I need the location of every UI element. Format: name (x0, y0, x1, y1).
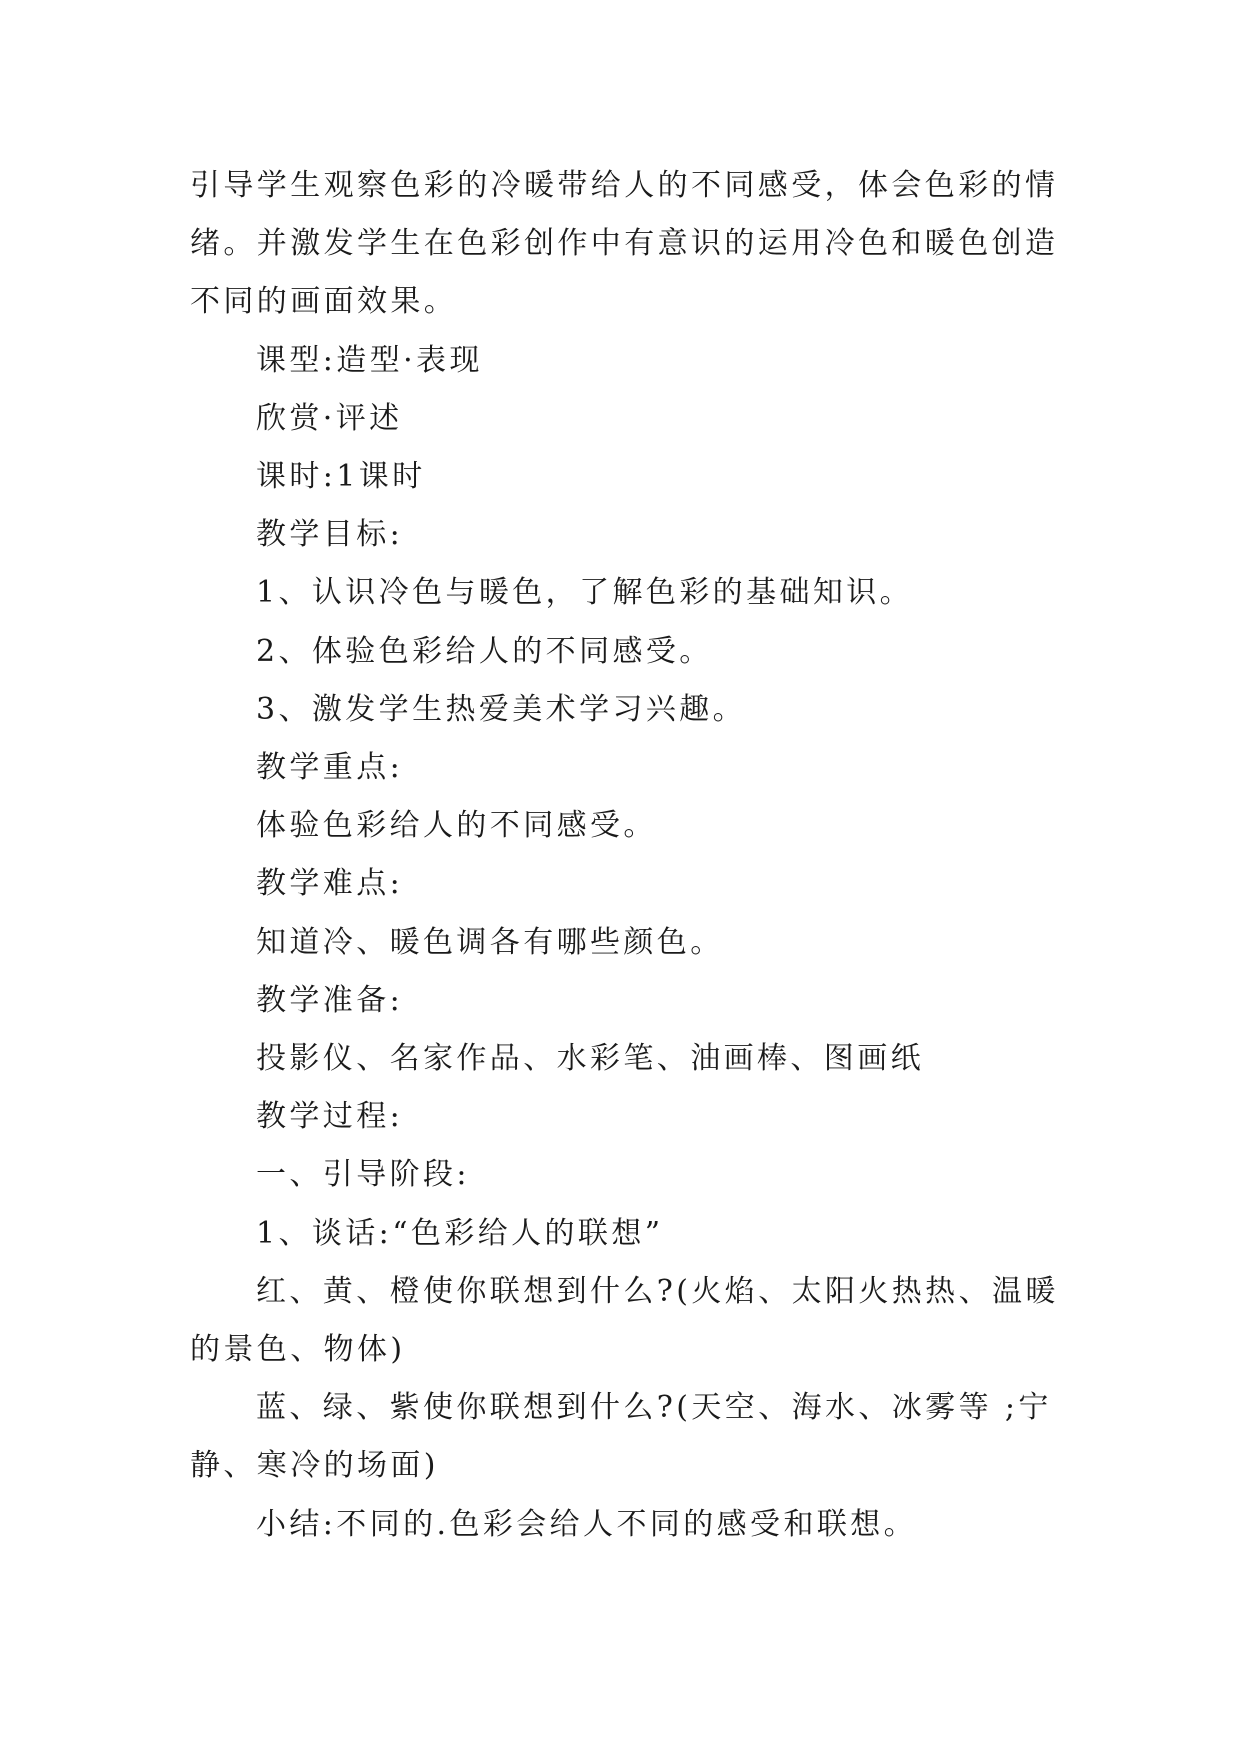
preparation-text: 投影仪、名家作品、水彩笔、油画棒、图画纸 (256, 1041, 924, 1077)
goal-item-2: 2、体验色彩给人的不同感受。 (256, 633, 713, 669)
paragraph-intro: 引导学生观察色彩的冷暖带给人的不同感受，体会色彩的情绪。并激发学生在色彩创作中有意识的运用冷色和暖色创造不同的画面效果。 (190, 168, 1059, 320)
key-points-text: 体验色彩给人的不同感受。 (256, 808, 657, 844)
difficulties-text: 知道冷、暖色调各有哪些颜色。 (256, 924, 724, 960)
heading-preparation: 教学准备: (256, 982, 404, 1018)
warm-colors-question: 红、黄、橙使你联想到什么?(火焰、太阳火热热、温暖的景色、物体) (190, 1273, 1059, 1368)
heading-teaching-goals: 教学目标: (256, 517, 404, 553)
document-body (190, 157, 1060, 1554)
paragraph-lesson-type: 课型:造型·表现 (256, 342, 483, 378)
heading-process: 教学过程: (256, 1099, 404, 1135)
process-step-1: 1、谈话:“色彩给人的联想” (256, 1215, 664, 1251)
goal-item-3: 3、激发学生热爱美术学习兴趣。 (256, 691, 747, 727)
goal-item-1: 1、认识冷色与暖色，了解色彩的基础知识。 (256, 575, 914, 611)
cool-colors-question: 蓝、绿、紫使你联想到什么?(天空、海水、冰雾等 ;宁静、寒冷的场面) (190, 1390, 1052, 1484)
paragraph-lesson-type-2: 欣赏·评述 (256, 400, 403, 436)
process-stage-1: 一、引导阶段: (256, 1157, 470, 1193)
paragraph-class-hours: 课时:1课时 (256, 459, 426, 495)
heading-difficulties: 教学难点: (256, 866, 404, 902)
summary-text: 小结:不同的.色彩会给人不同的感受和联想。 (256, 1506, 918, 1542)
heading-key-points: 教学重点: (256, 750, 404, 786)
